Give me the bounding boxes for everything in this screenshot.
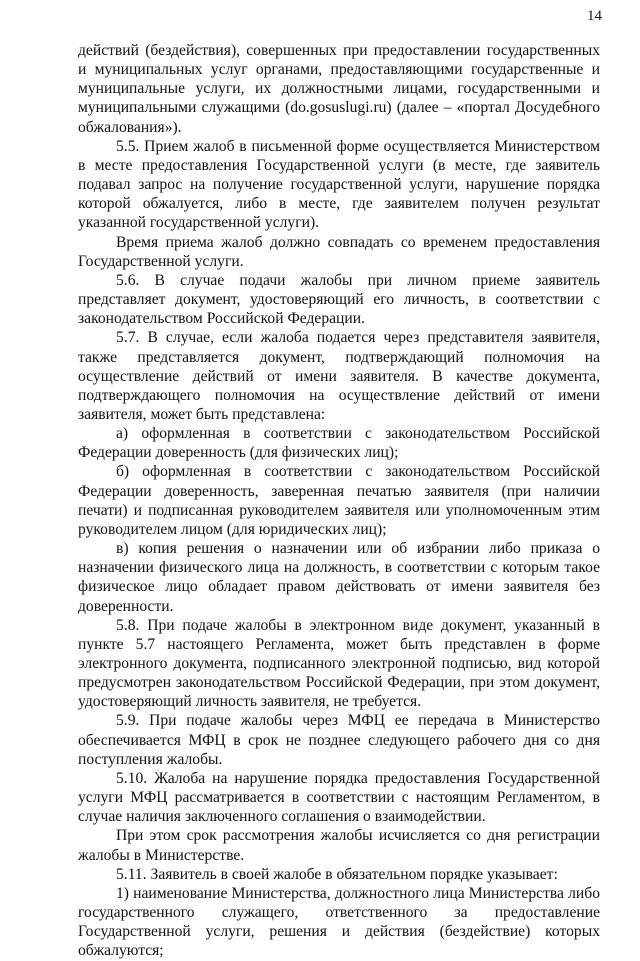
- paragraph-5-11: 5.11. Заявитель в своей жалобе в обязательном порядке указывает:: [116, 865, 558, 883]
- list-item-1: 1) наименование Министерства, должностного лица Министерства либо государственного служащего, ответственного за предоставление Государственной услуги, решения и действия (бездействие) которых обжалуются;: [78, 884, 600, 960]
- page-number: 14: [587, 8, 602, 24]
- paragraph-5-5: 5.5. Прием жалоб в письменной форме осуществляется Министерством в месте предоставления Государственной услуги (в месте, где заявитель подавал запрос на получение государственной услуги, нарушение порядка которой обжалуется, либо в месте, где заявителем получен результат указанной государственной услуги).: [78, 137, 600, 232]
- paragraph-continuation: действий (бездействия), совершенных при предоставлении государственных и муниципальных услуг органами, предоставляющими государственные и муниципальные услуги, их должностными лицами, государственными и муниципальными служащими (do.gosuslugi.ru) (далее – «портал Досудебного обжалования»).: [78, 42, 600, 136]
- document-body: [78, 41, 600, 961]
- paragraph-reception-time: Время приема жалоб должно совпадать со временем предоставления Государственной услуги.: [78, 233, 600, 270]
- paragraph-5-8: 5.8. При подаче жалобы в электронном виде документ, указанный в пункте 5.7 настоящего Регламента, может быть представлен в форме электронного документа, подписанного электронной подписью, вид которой предусмотрен законодательством Российской Федерации, при этом документ, удостоверяющий личность заявителя, не требуется.: [78, 616, 600, 711]
- list-item-a: а) оформленная в соответствии с законодательством Российской Федерации доверенность (для физических лиц);: [78, 425, 600, 462]
- list-item-v: в) копия решения о назначении или об избрании либо приказа о назначении физического лица на должность, в соответствии с которым такое физическое лицо обладает правом действовать от имени заявителя без доверенности.: [78, 540, 600, 615]
- paragraph-5-6: 5.6. В случае подачи жалобы при личном приеме заявитель представляет документ, удостоверяющий его личность, в соответствии с законодательством Российской Федерации.: [78, 271, 600, 328]
- list-item-b: б) оформленная в соответствии с законодательством Российской Федерации доверенность, заверенная печатью заявителя (при наличии печати) и подписанная руководителем заявителя или уполномоченным этим руководителем лицом (для юридических лиц);: [78, 463, 600, 538]
- paragraph-5-10: 5.10. Жалоба на нарушение порядка предоставления Государственной услуги МФЦ рассматривается в соответствии с настоящим Регламентом, в случае наличия заключенного соглашения о взаимодействии.: [78, 769, 600, 826]
- paragraph-review-term: При этом срок рассмотрения жалобы исчисляется со дня регистрации жалобы в Министерстве.: [78, 827, 600, 864]
- paragraph-5-7: 5.7. В случае, если жалоба подается через представителя заявителя, также представляется документ, подтверждающий полномочия на осуществление действий от имени заявителя. В качестве документа, подтверждающего полномочия на осуществление действий от имени заявителя, может быть представлена:: [78, 329, 600, 423]
- paragraph-5-9: 5.9. При подаче жалобы через МФЦ ее передача в Министерство обеспечивается МФЦ в срок не позднее следующего рабочего дня со дня поступления жалобы.: [78, 712, 600, 768]
